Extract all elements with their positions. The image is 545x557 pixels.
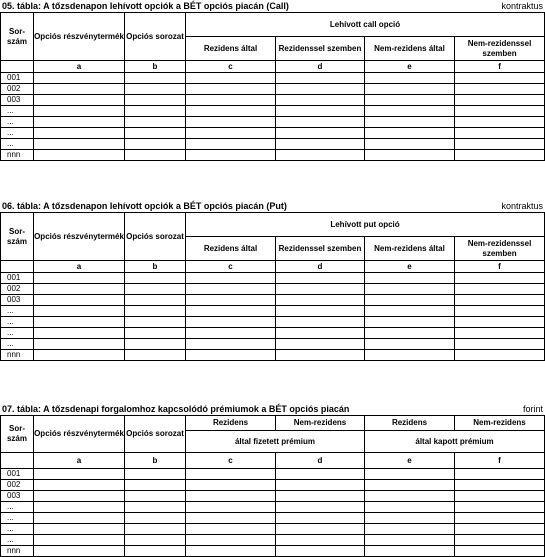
data-cell[interactable] xyxy=(365,480,455,491)
data-cell[interactable] xyxy=(276,295,365,306)
data-cell[interactable] xyxy=(186,317,276,328)
data-cell[interactable] xyxy=(276,317,365,328)
data-cell[interactable] xyxy=(34,150,125,161)
data-cell[interactable] xyxy=(365,117,455,128)
letter-b: b xyxy=(125,453,186,469)
data-cell[interactable] xyxy=(455,84,545,95)
data-cell[interactable] xyxy=(365,491,455,502)
letter-d: d xyxy=(276,261,365,273)
data-cell[interactable] xyxy=(455,339,545,350)
group-header: Lehívott call opció xyxy=(186,13,545,37)
data-cell[interactable] xyxy=(365,535,455,546)
data-cell[interactable] xyxy=(186,106,276,117)
data-cell[interactable] xyxy=(365,128,455,139)
data-cell[interactable] xyxy=(365,328,455,339)
data-cell[interactable] xyxy=(125,524,186,535)
data-cell[interactable] xyxy=(276,480,365,491)
data-cell[interactable] xyxy=(365,306,455,317)
data-cell[interactable] xyxy=(186,524,276,535)
data-cell[interactable] xyxy=(455,535,545,546)
letter-e: e xyxy=(365,453,455,469)
col-f-header: Nem-rezidenssel szemben xyxy=(455,237,545,261)
data-cell[interactable] xyxy=(276,513,365,524)
table-title-line xyxy=(0,0,545,12)
letter-a: a xyxy=(34,61,125,73)
table-05-block xyxy=(0,0,545,161)
row-label: ... xyxy=(1,306,34,317)
table-07 xyxy=(0,415,545,557)
data-cell[interactable] xyxy=(125,513,186,524)
data-cell[interactable] xyxy=(125,284,186,295)
data-cell[interactable] xyxy=(276,339,365,350)
data-cell[interactable] xyxy=(276,150,365,161)
data-cell[interactable] xyxy=(455,469,545,480)
data-cell[interactable] xyxy=(125,117,186,128)
data-cell[interactable] xyxy=(125,306,186,317)
col-a-header: Opciós részvénytermék xyxy=(34,416,125,453)
table-07-block xyxy=(0,403,545,557)
data-cell[interactable] xyxy=(365,295,455,306)
data-cell[interactable] xyxy=(125,339,186,350)
unit-label: forint xyxy=(522,404,543,414)
col-e-header: Nem-rezidens által xyxy=(365,237,455,261)
data-cell[interactable] xyxy=(276,84,365,95)
data-cell[interactable] xyxy=(455,480,545,491)
letter-f: f xyxy=(455,453,545,469)
col-a-header: Opciós részvénytermék xyxy=(34,13,125,61)
letter-c: c xyxy=(186,453,276,469)
table-title: 06. tábla: A tőzsdenapon lehívott opciók a BÉT opciós piacán (Put) xyxy=(2,201,287,211)
data-cell[interactable] xyxy=(455,139,545,150)
data-cell[interactable] xyxy=(125,128,186,139)
data-cell[interactable] xyxy=(186,284,276,295)
data-cell[interactable] xyxy=(125,535,186,546)
data-cell[interactable] xyxy=(34,273,125,284)
data-cell[interactable] xyxy=(455,73,545,84)
data-cell[interactable] xyxy=(34,128,125,139)
data-cell[interactable] xyxy=(365,273,455,284)
data-cell[interactable] xyxy=(34,284,125,295)
row-label: ... xyxy=(1,502,34,513)
data-cell[interactable] xyxy=(276,306,365,317)
data-cell[interactable] xyxy=(455,524,545,535)
data-cell[interactable] xyxy=(34,491,125,502)
data-cell[interactable] xyxy=(365,317,455,328)
data-cell[interactable] xyxy=(186,139,276,150)
data-cell[interactable] xyxy=(365,106,455,117)
row-label: 001 xyxy=(1,273,34,284)
col-sorszam-header: Sor- szám xyxy=(1,13,34,61)
data-cell[interactable] xyxy=(365,502,455,513)
unit-label: kontraktus xyxy=(501,201,543,211)
row-label: ... xyxy=(1,128,34,139)
letter-cell-blank xyxy=(1,61,34,73)
letter-f: f xyxy=(455,61,545,73)
col-sorszam-header: Sor- szám xyxy=(1,416,34,453)
row-label: ... xyxy=(1,106,34,117)
data-cell[interactable] xyxy=(276,469,365,480)
data-cell[interactable] xyxy=(276,546,365,557)
data-cell[interactable] xyxy=(455,284,545,295)
data-cell[interactable] xyxy=(276,491,365,502)
data-cell[interactable] xyxy=(455,150,545,161)
data-cell[interactable] xyxy=(455,350,545,361)
table-06-block xyxy=(0,200,545,361)
row-label: ... xyxy=(1,513,34,524)
data-cell[interactable] xyxy=(455,317,545,328)
row-label: 002 xyxy=(1,284,34,295)
data-cell[interactable] xyxy=(455,95,545,106)
data-cell[interactable] xyxy=(34,84,125,95)
letter-d: d xyxy=(276,61,365,73)
data-cell[interactable] xyxy=(186,128,276,139)
col-c-header: Rezidens xyxy=(186,416,276,431)
data-cell[interactable] xyxy=(276,502,365,513)
data-cell[interactable] xyxy=(186,469,276,480)
data-cell[interactable] xyxy=(186,306,276,317)
row-label: 002 xyxy=(1,84,34,95)
row-label: 003 xyxy=(1,491,34,502)
col-f-header: Nem-rezidenssel szemben xyxy=(455,37,545,61)
data-cell[interactable] xyxy=(365,284,455,295)
data-cell[interactable] xyxy=(125,295,186,306)
row-label: 001 xyxy=(1,469,34,480)
letter-c: c xyxy=(186,261,276,273)
data-cell[interactable] xyxy=(276,535,365,546)
data-cell[interactable] xyxy=(365,339,455,350)
data-cell[interactable] xyxy=(186,84,276,95)
row-label: ... xyxy=(1,339,34,350)
letter-b: b xyxy=(125,261,186,273)
data-cell[interactable] xyxy=(125,469,186,480)
data-cell[interactable] xyxy=(186,546,276,557)
data-cell[interactable] xyxy=(455,513,545,524)
data-cell[interactable] xyxy=(125,546,186,557)
letter-a: a xyxy=(34,261,125,273)
col-b-header: Opciós sorozat xyxy=(125,13,186,61)
row-label: ... xyxy=(1,139,34,150)
unit-label: kontraktus xyxy=(501,1,543,11)
col-sorszam-header: Sor- szám xyxy=(1,213,34,261)
data-cell[interactable] xyxy=(455,306,545,317)
data-cell[interactable] xyxy=(186,295,276,306)
data-cell[interactable] xyxy=(34,546,125,557)
data-cell[interactable] xyxy=(186,150,276,161)
data-cell[interactable] xyxy=(276,284,365,295)
data-cell[interactable] xyxy=(455,328,545,339)
row-label: nnn xyxy=(1,150,34,161)
row-label: ... xyxy=(1,535,34,546)
data-cell[interactable] xyxy=(125,502,186,513)
data-cell[interactable] xyxy=(34,117,125,128)
data-cell[interactable] xyxy=(186,117,276,128)
data-cell[interactable] xyxy=(276,128,365,139)
row-label: 003 xyxy=(1,95,34,106)
data-cell[interactable] xyxy=(276,524,365,535)
table-06 xyxy=(0,212,545,361)
data-cell[interactable] xyxy=(455,491,545,502)
data-cell[interactable] xyxy=(125,350,186,361)
group-header: Lehívott put opció xyxy=(186,213,545,237)
letter-c: c xyxy=(186,61,276,73)
data-cell[interactable] xyxy=(125,150,186,161)
letter-b: b xyxy=(125,61,186,73)
letter-cell-blank xyxy=(1,453,34,469)
data-cell[interactable] xyxy=(276,106,365,117)
letter-d: d xyxy=(276,453,365,469)
data-cell[interactable] xyxy=(125,73,186,84)
data-cell[interactable] xyxy=(365,150,455,161)
row-label: ... xyxy=(1,317,34,328)
data-cell[interactable] xyxy=(186,535,276,546)
data-cell[interactable] xyxy=(276,117,365,128)
data-cell[interactable] xyxy=(34,106,125,117)
data-cell[interactable] xyxy=(125,317,186,328)
data-cell[interactable] xyxy=(186,513,276,524)
data-cell[interactable] xyxy=(455,546,545,557)
col-d-header: Rezidenssel szemben xyxy=(276,37,365,61)
data-cell[interactable] xyxy=(34,339,125,350)
data-cell[interactable] xyxy=(186,350,276,361)
data-cell[interactable] xyxy=(455,273,545,284)
row-label: 002 xyxy=(1,480,34,491)
data-cell[interactable] xyxy=(125,84,186,95)
data-cell[interactable] xyxy=(34,469,125,480)
data-cell[interactable] xyxy=(186,339,276,350)
row-label: 003 xyxy=(1,295,34,306)
col-b-header: Opciós sorozat xyxy=(125,213,186,261)
table-title-line xyxy=(0,200,545,212)
data-cell[interactable] xyxy=(34,139,125,150)
data-cell[interactable] xyxy=(186,95,276,106)
data-cell[interactable] xyxy=(34,328,125,339)
data-cell[interactable] xyxy=(125,273,186,284)
data-cell[interactable] xyxy=(455,502,545,513)
data-cell[interactable] xyxy=(34,535,125,546)
table-title-line xyxy=(0,403,545,415)
data-cell[interactable] xyxy=(365,469,455,480)
col-a-header: Opciós részvénytermék xyxy=(34,213,125,261)
data-cell[interactable] xyxy=(186,328,276,339)
data-cell[interactable] xyxy=(365,95,455,106)
data-cell[interactable] xyxy=(125,95,186,106)
data-cell[interactable] xyxy=(125,328,186,339)
data-cell[interactable] xyxy=(34,502,125,513)
col-c-header: Rezidens által xyxy=(186,237,276,261)
table-title: 05. tábla: A tőzsdenapon lehívott opciók a BÉT opciós piacán (Call) xyxy=(2,1,289,11)
col-b-header: Opciós sorozat xyxy=(125,416,186,453)
data-cell[interactable] xyxy=(365,524,455,535)
data-cell[interactable] xyxy=(186,273,276,284)
data-cell[interactable] xyxy=(365,546,455,557)
data-cell[interactable] xyxy=(365,73,455,84)
data-cell[interactable] xyxy=(276,139,365,150)
letter-f: f xyxy=(455,261,545,273)
row-label: 001 xyxy=(1,73,34,84)
data-cell[interactable] xyxy=(276,350,365,361)
data-cell[interactable] xyxy=(365,139,455,150)
col-e-header: Rezidens xyxy=(365,416,455,431)
data-cell[interactable] xyxy=(34,524,125,535)
row-label: ... xyxy=(1,328,34,339)
data-cell[interactable] xyxy=(125,491,186,502)
col-d-header: Rezidenssel szemben xyxy=(276,237,365,261)
data-cell[interactable] xyxy=(455,117,545,128)
data-cell[interactable] xyxy=(34,73,125,84)
paid-premium-header: által fizetett prémium xyxy=(186,431,365,453)
data-cell[interactable] xyxy=(186,502,276,513)
col-d-header: Nem-rezidens xyxy=(276,416,365,431)
data-cell[interactable] xyxy=(34,95,125,106)
data-cell[interactable] xyxy=(125,480,186,491)
data-cell[interactable] xyxy=(125,139,186,150)
row-label: nnn xyxy=(1,546,34,557)
row-label: ... xyxy=(1,524,34,535)
row-label: ... xyxy=(1,117,34,128)
data-cell[interactable] xyxy=(34,306,125,317)
data-cell[interactable] xyxy=(34,350,125,361)
data-cell[interactable] xyxy=(276,273,365,284)
col-e-header: Nem-rezidens által xyxy=(365,37,455,61)
data-cell[interactable] xyxy=(455,295,545,306)
data-cell[interactable] xyxy=(365,84,455,95)
letter-a: a xyxy=(34,453,125,469)
data-cell[interactable] xyxy=(276,95,365,106)
data-cell[interactable] xyxy=(455,128,545,139)
data-cell[interactable] xyxy=(186,73,276,84)
table-05 xyxy=(0,12,545,161)
table-title: 07. tábla: A tőzsdenapi forgalomhoz kapcsolódó prémiumok a BÉT opciós piacán xyxy=(2,404,350,414)
data-cell[interactable] xyxy=(34,317,125,328)
data-cell[interactable] xyxy=(365,513,455,524)
col-c-header: Rezidens által xyxy=(186,37,276,61)
data-cell[interactable] xyxy=(186,491,276,502)
data-cell[interactable] xyxy=(276,73,365,84)
data-cell[interactable] xyxy=(34,480,125,491)
row-label: nnn xyxy=(1,350,34,361)
data-cell[interactable] xyxy=(276,328,365,339)
data-cell[interactable] xyxy=(365,350,455,361)
data-cell[interactable] xyxy=(34,513,125,524)
data-cell[interactable] xyxy=(455,106,545,117)
data-cell[interactable] xyxy=(186,480,276,491)
received-premium-header: által kapott prémium xyxy=(365,431,545,453)
letter-e: e xyxy=(365,61,455,73)
letter-e: e xyxy=(365,261,455,273)
col-f-header: Nem-rezidens xyxy=(455,416,545,431)
data-cell[interactable] xyxy=(125,106,186,117)
letter-cell-blank xyxy=(1,261,34,273)
data-cell[interactable] xyxy=(34,295,125,306)
